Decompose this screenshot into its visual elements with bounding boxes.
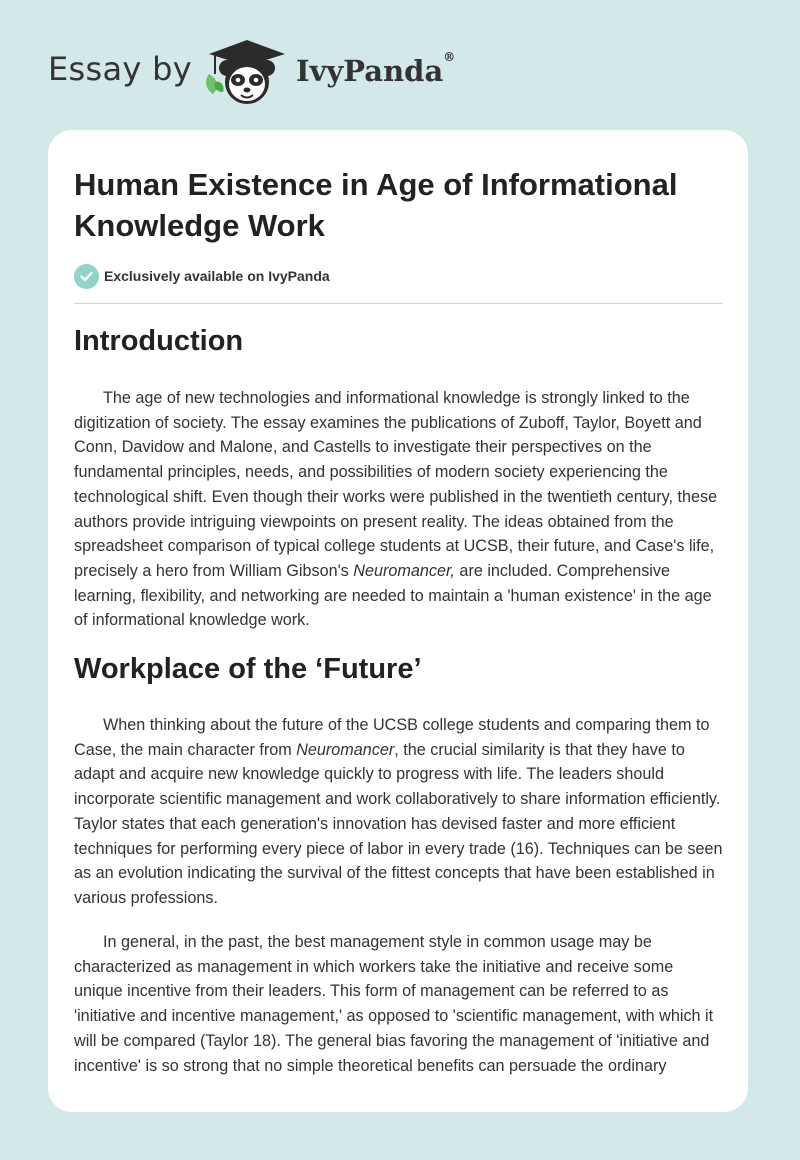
registered-mark: ®: [443, 50, 456, 64]
check-icon: [74, 264, 99, 289]
site-header: [0, 0, 800, 130]
essay-card: [48, 130, 748, 1112]
panda-logo-icon[interactable]: [203, 36, 291, 108]
essay-by-label: Essay by: [48, 50, 192, 88]
exclusive-badge: [74, 263, 330, 289]
body-paragraph: In general, in the past, the best management style in common usage may be characterized as management in which workers take the initiative and receive some unique incentive from their leaders. This form of management can be referred to as 'initiative and incentive management,' as opposed to 'scientific management, with which it will be compared (Taylor 18). The general bias favoring the management of 'initiative and incentive' is so strong that no simple theoretical benefits can persuade the ordinary: [74, 933, 714, 1075]
book-title: Neuromancer,: [353, 561, 455, 580]
section-heading: Introduction: [74, 325, 244, 357]
brand-text: IvyPanda: [296, 54, 444, 88]
book-title: Neuromancer: [296, 740, 395, 759]
essay-title: Human Existence in Age of Informational Knowledge Work: [74, 167, 678, 243]
divider: [74, 303, 723, 304]
paragraph-text: , the crucial similarity is that they have to adapt and acquire new knowledge quickly to progress with life. The leaders should incorporate scientific management and work collaboratively to share information efficiently. Taylor states that each generation's innovation has devised faster and more efficient techniques for performing every piece of labor in every trade (16). Techniques can be seen as an evolution indicating the survival of the fittest concepts that have been established in various professions.: [74, 740, 723, 907]
paragraph-text: The age of new technologies and informational knowledge is strongly linked to the digitization of society. The essay examines the publications of Zuboff, Taylor, Boyett and Conn, Davidow and Malone, and Castells to investigate their perspectives on the fundamental principles, needs, and possibilities of modern society experiencing the technological shift. Even though their works were published in the twentieth century, these authors provide intriguing viewpoints on present reality. The ideas obtained from the spreadsheet comparison of typical college students at UCSB, their future, and Case's life, precisely a hero from William Gibson's: [74, 389, 718, 580]
body-paragraph: [74, 713, 723, 911]
paragraph-text: When thinking about the future of the UCSB college students and comparing them to Case, the main character from: [74, 716, 710, 759]
badge-label: Exclusively available on IvyPanda: [104, 268, 330, 284]
brand-name[interactable]: [296, 50, 456, 88]
section-heading: Workplace of the ‘Future’: [74, 653, 422, 685]
paragraph-text: are included. Comprehensive learning, flexibility, and networking are needed to maintain a 'human existence' in the age of informational knowledge work.: [74, 561, 712, 630]
body-paragraph: [74, 386, 723, 633]
